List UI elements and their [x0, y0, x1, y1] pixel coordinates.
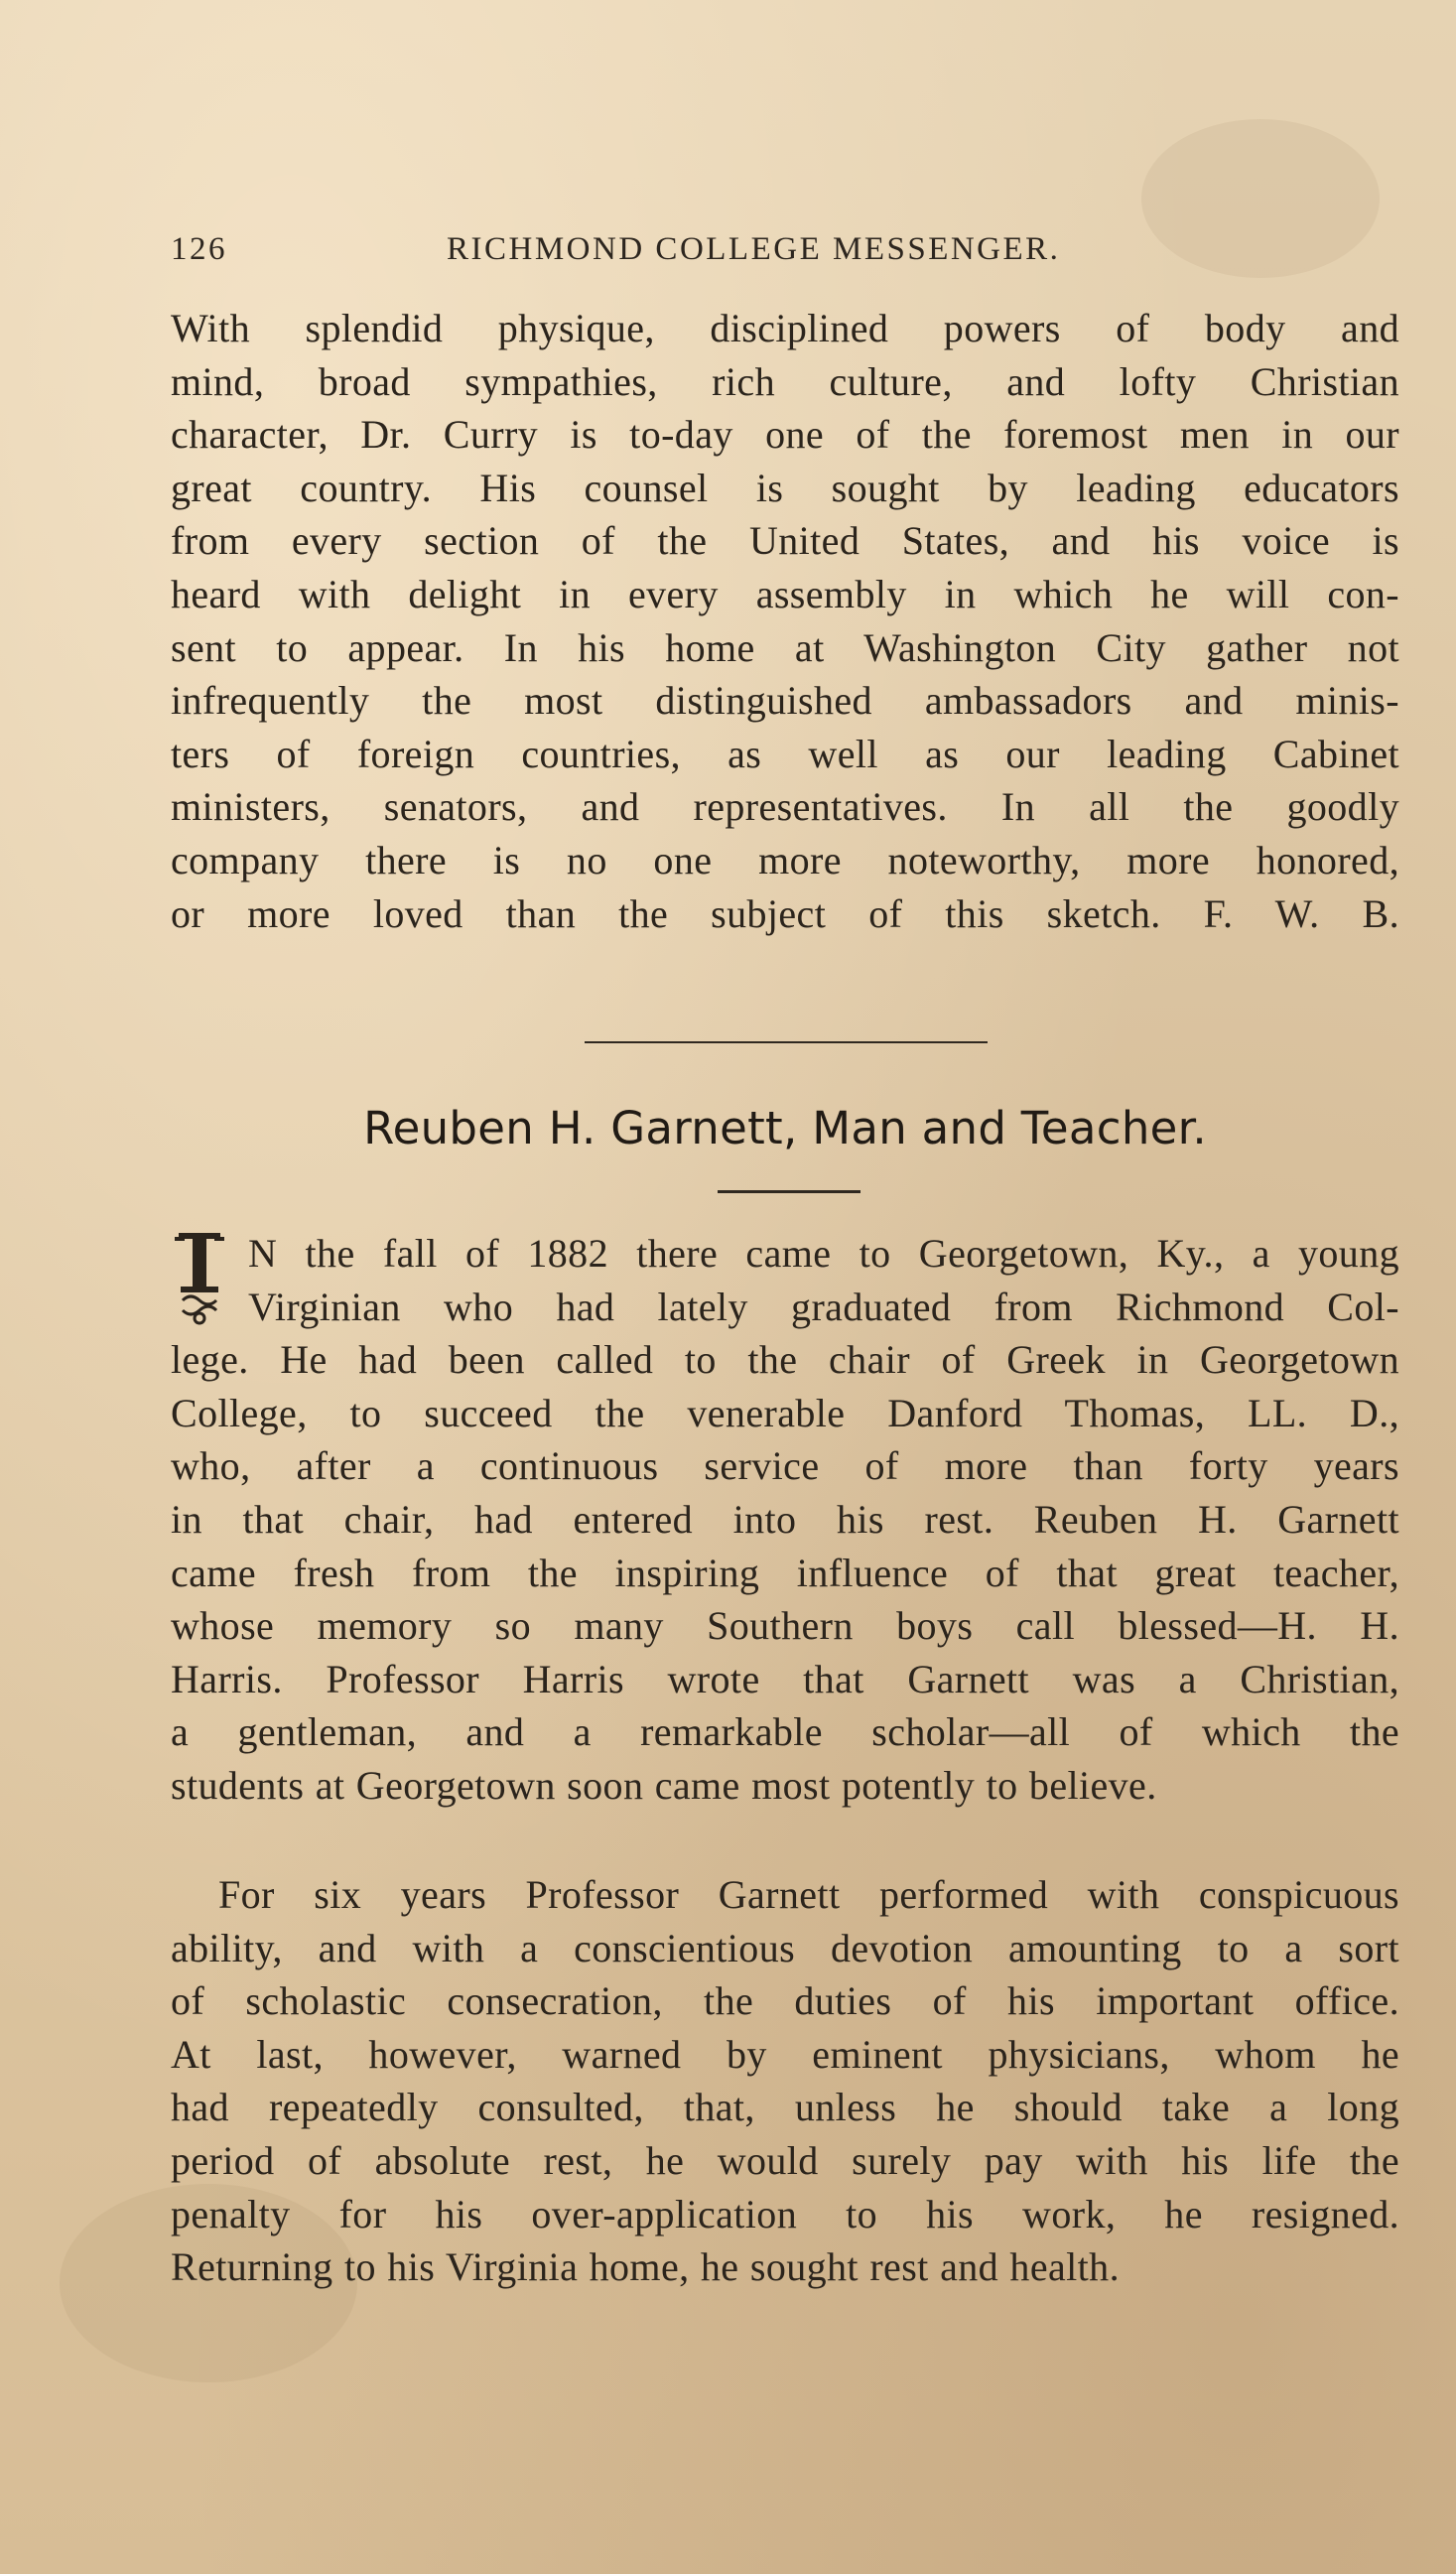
text-line: Returning to his Virginia home, he sought rest and health. [171, 2244, 1120, 2290]
text-line: sent to appear. In his home at Washington City gather not [171, 624, 1399, 670]
text-line: With splendid physique, disciplined powers of body and [171, 306, 1399, 350]
text-line: great country. His counsel is sought by leading educators [171, 465, 1399, 510]
text-line: lege. He had been called to the chair of Greek in Georgetown [171, 1337, 1399, 1383]
text-line: Virginian who had lately graduated from Richmond Col- [248, 1284, 1399, 1329]
text-line: period of absolute rest, he would surely pay with his life the [171, 2137, 1399, 2183]
text-line: who, after a continuous service of more than forty years [171, 1443, 1399, 1489]
paragraph-dr-curry-conclusion [171, 302, 1399, 940]
text-line: ters of foreign countries, as well as our leading Cabinet [171, 731, 1399, 776]
text-line: in that chair, had entered into his rest. Reuben H. Garnett [171, 1496, 1399, 1542]
text-line: Harris. Professor Harris wrote that Garnett was a Christian, [171, 1656, 1399, 1701]
text-line: N the fall of 1882 there came to Georgetown, Ky., a young [248, 1231, 1399, 1276]
text-line: College, to succeed the venerable Danford Thomas, LL. D., [171, 1390, 1399, 1435]
text-line: character, Dr. Curry is to-day one of the foremost men in our [171, 412, 1399, 458]
article-title: Reuben H. Garnett, Man and Teacher. [363, 1102, 1207, 1154]
text-line: ministers, senators, and representatives. In all the goodly [171, 784, 1399, 830]
page-number: 126 [171, 231, 227, 267]
text-line: For six years Professor Garnett performed with conspicuous [218, 1872, 1399, 1917]
text-line: from every section of the United States, and his voice is [171, 518, 1399, 564]
text-line: came fresh from the inspiring influence of that great teacher, [171, 1550, 1399, 1595]
paragraph-garnett-intro [171, 1227, 1399, 1813]
text-line: students at Georgetown soon came most potently to believe. [171, 1762, 1157, 1808]
text-line: ability, and with a conscientious devotion amounting to a sort [171, 1925, 1399, 1970]
text-line: of scholastic consecration, the duties of his important office. [171, 1978, 1399, 2024]
text-line: penalty for his over-application to his work, he resigned. [171, 2191, 1399, 2236]
section-divider [585, 1041, 988, 1043]
paragraph-garnett-resignation [171, 1868, 1399, 2294]
text-line: whose memory so many Southern boys call blessed—H. H. [171, 1603, 1399, 1649]
journal-title: RICHMOND COLLEGE MESSENGER. [447, 231, 1061, 267]
text-line: had repeatedly consulted, that, unless he should take a long [171, 2085, 1399, 2130]
text-line: infrequently the most distinguished ambassadors and minis- [171, 678, 1399, 724]
text-line: mind, broad sympathies, rich culture, and lofty Christian [171, 358, 1399, 404]
text-line: a gentleman, and a remarkable scholar—all of which the [171, 1709, 1399, 1755]
running-header [171, 231, 1399, 275]
text-line: heard with delight in every assembly in which he will con- [171, 571, 1399, 616]
text-line-signature: or more loved than the subject of this sketch. F. W. B. [171, 890, 1399, 936]
text-line: At last, however, warned by eminent physicians, whom he [171, 2031, 1399, 2077]
text-line: company there is no one more noteworthy, more honored, [171, 837, 1399, 882]
title-underline [718, 1190, 860, 1193]
drop-cap-letter: I [199, 1282, 200, 1284]
